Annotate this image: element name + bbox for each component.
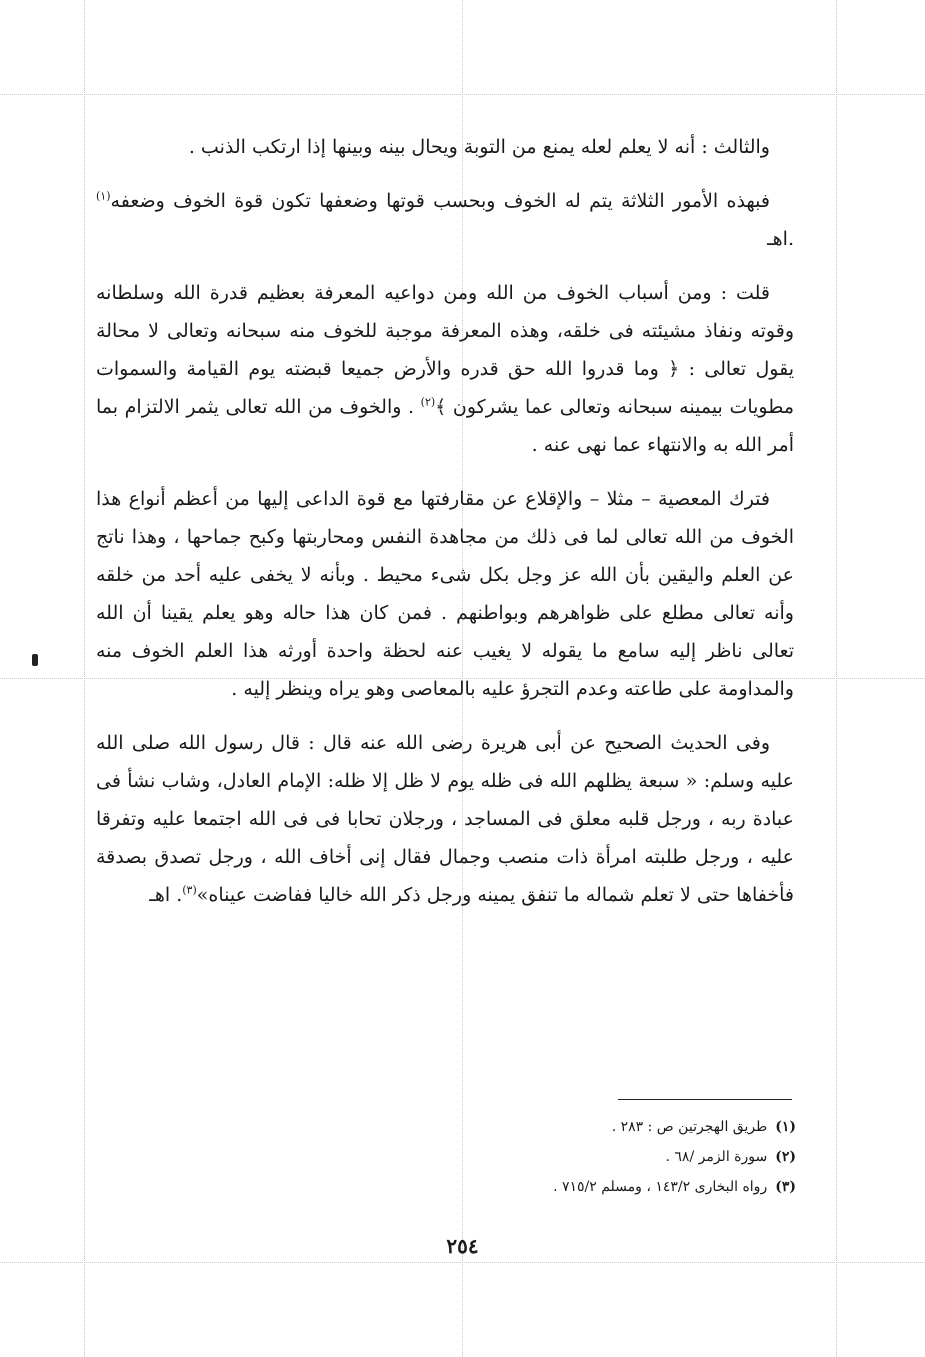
paragraph <box>96 128 794 166</box>
footnote-ref: (١) <box>96 189 111 203</box>
paragraph <box>96 724 794 914</box>
footnote-number: (٣) <box>775 1179 796 1195</box>
paragraph-text: قلت : ومن أسباب الخوف من الله ومن دواعيه المعرفة بعظيم قدرة الله وسلطانه وقوته ونفاذ مشيئته فى خلقه، وهذه المعرفة موجبة للخوف منه سبحانه وتعالى لا محالة يقول تعالى : ﴿ وما قدروا الله حق قدره والأرض جميعا قبضته يوم القيامة والسموات مطويات بيمينه سبحانه وتعالى عما يشركون ﴾ <box>96 282 794 418</box>
footnote-ref: (٢) <box>420 395 436 409</box>
paragraph-text: وفى الحديث الصحيح عن أبى هريرة رضى الله عنه قال : قال رسول الله صلى الله عليه وسلم: « سبعة يظلهم الله فى ظله يوم لا ظل إلا ظله: الإمام العادل، وشاب نشأ فى عبادة ربه ، ورجل قلبه معلق فى المساجد ، ورجلان تحابا فى فى الله اجتمعا عليه وتفرقا عليه ، ورجل طلبته امرأة ذات منصب وجمال فقال إنى أخاف الله ، ورجل تصدق بصدقة فأخفاها حتى لا تعلم شماله ما تنفق يمينه ورجل ذكر الله خاليا ففاضت عيناه» <box>96 732 794 906</box>
footnote-number: (١) <box>775 1119 796 1135</box>
scan-grid-line <box>0 1262 925 1263</box>
paragraph-text: فبهذه الأمور الثلاثة يتم له الخوف وبحسب قوتها وضعفها تكون قوة الخوف وضعفه <box>110 190 770 212</box>
footnote <box>420 1172 796 1202</box>
paragraph-text-tail: .اهـ <box>767 228 794 250</box>
body-text <box>96 128 794 930</box>
footnote-ref: (٣) <box>182 883 197 897</box>
page-number: ٢٥٤ <box>446 1234 479 1258</box>
paragraph-text-tail: . والخوف من الله تعالى يثمر الالتزام بما أمر الله به والانتهاء عما نهى عنه . <box>96 396 794 456</box>
footnote-number: (٢) <box>775 1149 796 1165</box>
paragraph <box>96 480 794 708</box>
footnote-text: طريق الهجرتين ص : ٢٨٣ . <box>611 1119 768 1135</box>
paragraph <box>96 274 794 464</box>
footnote-divider <box>618 1099 792 1100</box>
scan-grid-line <box>0 94 925 95</box>
paragraph-text-tail: . اهـ <box>149 884 183 906</box>
footnotes <box>420 1112 796 1202</box>
footnote <box>420 1112 796 1142</box>
paragraph-text: والثالث : أنه لا يعلم لعله يمنع من التوبة ويحال بينه وبينها إذا ارتكب الذنب . <box>188 136 770 158</box>
scan-speck <box>32 654 38 666</box>
footnote <box>420 1142 796 1172</box>
footnote-text: سورة الزمر /٦٨ . <box>665 1149 768 1165</box>
paragraph-text: فترك المعصية – مثلا – والإقلاع عن مقارفتها مع قوة الداعى إليها من أعظم أنواع هذا الخوف من الله تعالى لما فى ذلك من مجاهدة النفس ومحاربتها وكبح جماحها ، وهذا ناتج عن العلم واليقين بأن الله عز وجل بكل شىء محيط . وبأنه لا يخفى عليه أحد من خلقه وأنه تعالى مطلع على ظواهرهم وبواطنهم . فمن كان هذا حاله وهو يعلم يقينا أن الله تعالى ناظر إليه سامع ما يقوله لا يغيب عنه لحظة واحدة أورثه هذا العلم الخوف منه والمداومة على طاعته وعدم التجرؤ عليه بالمعاصى وهو يراه وينظر إليه . <box>96 488 794 700</box>
footnote-text: رواه البخارى ١٤٣/٢ ، ومسلم ٧١٥/٢ . <box>553 1179 768 1195</box>
paragraph <box>96 182 794 258</box>
